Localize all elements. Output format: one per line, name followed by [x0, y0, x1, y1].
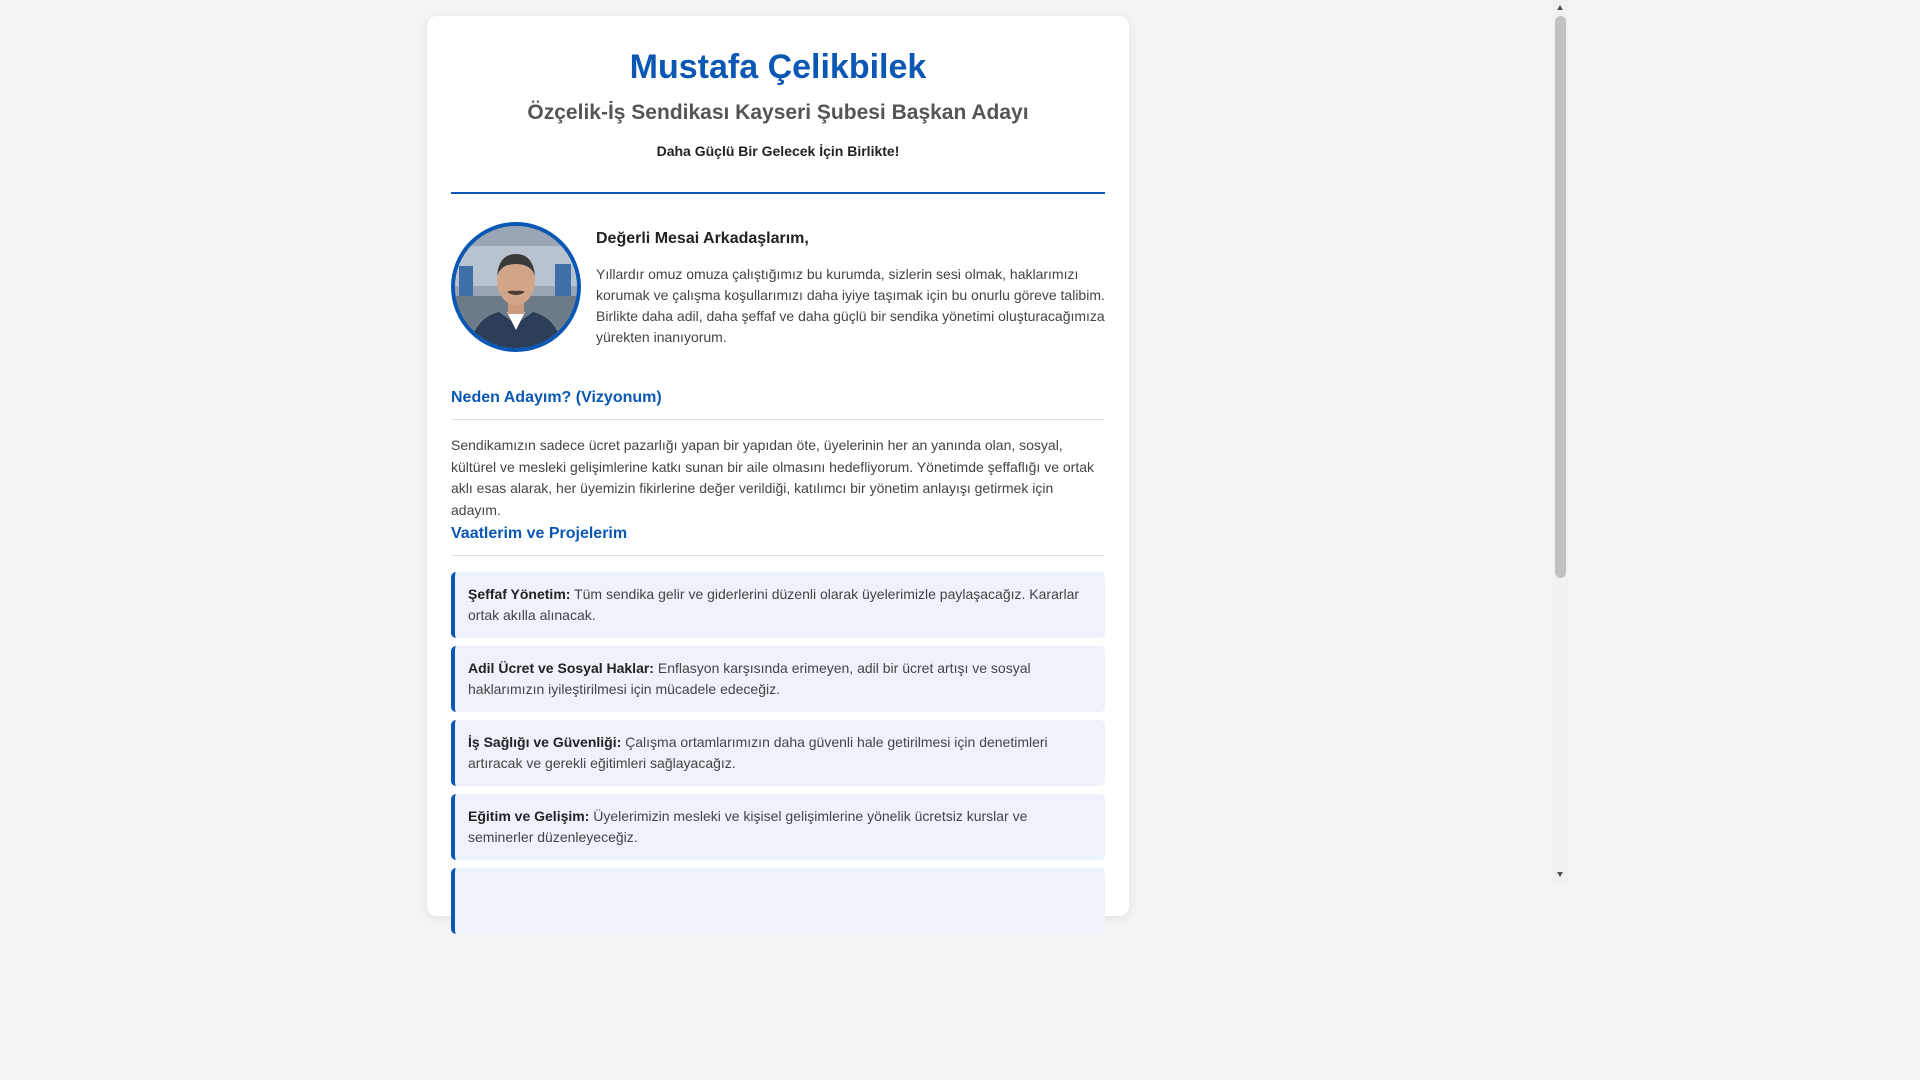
- promise-label: İş Sağlığı ve Güvenliği:: [468, 734, 622, 750]
- promise-text: Tüm sendika gelir ve giderlerini düzenli olarak üyelerimizle paylaşacağız. Kararlar ortak akılla alınacak.: [468, 586, 1080, 623]
- promise-item: [451, 794, 1105, 860]
- promise-text: Çalışma ortamlarımızın daha güvenli hale getirilmesi için denetimleri artıracak ve gerekli eğitimleri sağlayacağız.: [468, 734, 1048, 771]
- scroll-down-icon[interactable]: [1557, 872, 1563, 877]
- vision-section: [451, 388, 1105, 521]
- promise-text: Enflasyon karşısında erimeyen, adil bir ücret artışı ve sosyal haklarımızın iyileştirilmesi için mücadele edeceğiz.: [468, 660, 1031, 697]
- promises-section: [451, 524, 1105, 942]
- promise-text: Üyelerimizin mesleki ve kişisel gelişimlerine yönelik ücretsiz kurslar ve seminerler düzenleyeceğiz.: [468, 808, 1028, 845]
- vision-paragraph: Sendikamızın sadece ücret pazarlığı yapan bir yapıdan öte, üyelerinin her an yanında olan, sosyal, kültürel ve mesleki gelişimlerine katkı sunan bir aile olmasını hedefliyorum. Yönetimde şeffaflığı ve ortak aklı esas alarak, her üyemizin fikirlerine değer verildiği, katılımcı bir yönetim anlayışı getirmek için adayım.: [451, 437, 1095, 518]
- scroll-up-icon[interactable]: [1557, 5, 1563, 10]
- promise-label: Eğitim ve Gelişim:: [468, 808, 590, 824]
- vision-heading: Neden Adayım? (Vizyonum): [451, 388, 1105, 420]
- promise-item: [451, 720, 1105, 786]
- tagline: Daha Güçlü Bir Gelecek İçin Birlikte!: [656, 143, 900, 159]
- promises-heading: Vaatlerim ve Projelerim: [451, 524, 1105, 556]
- page-title: Mustafa Çelikbilek: [629, 48, 927, 86]
- promise-label: Adil Ücret ve Sosyal Haklar:: [468, 660, 654, 676]
- scroll-thumb[interactable]: [1555, 16, 1566, 578]
- campaign-card: [427, 16, 1129, 916]
- promise-item: [451, 572, 1105, 638]
- intro-paragraph: Yıllardır omuz omuza çalıştığımız bu kurumda, sizlerin sesi olmak, haklarımızı korumak ve çalışma koşullarımızı daha iyiye taşımak için bu onurlu göreve talibim. Birlikte daha adil, daha şeffaf ve daha güçlü bir sendika yönetimi oluşturacağımıza yürekten inanıyorum.: [596, 266, 1105, 345]
- greeting: Değerli Mesai Arkadaşlarım,: [596, 230, 809, 247]
- intro-text: [596, 228, 1106, 348]
- promise-item: [451, 646, 1105, 712]
- promise-item: [451, 868, 1105, 934]
- header: [451, 16, 1105, 194]
- promise-list: [451, 572, 1105, 934]
- candidate-photo: [451, 222, 581, 352]
- candidate-portrait-icon: [455, 226, 577, 348]
- intro-section: [451, 194, 1105, 384]
- page-scrollbar[interactable]: [1553, 0, 1568, 882]
- subtitle: Özçelik-İş Sendikası Kayseri Şubesi Başkan Adayı: [527, 101, 1029, 124]
- promise-label: Şeffaf Yönetim:: [468, 586, 571, 602]
